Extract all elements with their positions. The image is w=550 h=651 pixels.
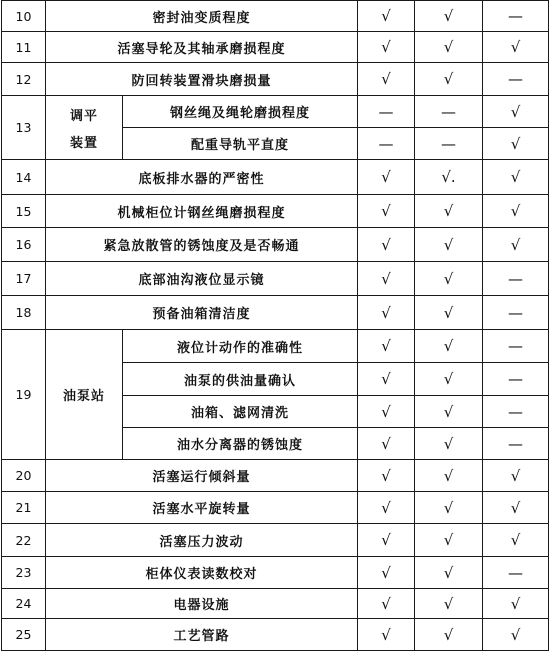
subitem-label: 油泵的供油量确认 — [183, 373, 296, 389]
mark-c3: — — [508, 70, 523, 88]
subitem-label: 油箱、滤网清洗 — [190, 406, 289, 421]
mark-c3: √ — [510, 235, 521, 254]
row-number: 16 — [15, 237, 32, 252]
mark-c1: √ — [381, 70, 391, 88]
mark-c3: √ — [510, 594, 521, 613]
item-label: 防回转装置滑块磨损量 — [131, 73, 272, 89]
mark-c1: √ — [381, 563, 391, 582]
mark-c2: √ — [443, 434, 454, 453]
group-label-pump-station: 油泵站 — [62, 389, 105, 404]
mark-c3: √ — [510, 625, 521, 644]
subitem-label: 配重导轨平直度 — [190, 138, 289, 153]
item-label: 预备油箱清洁度 — [152, 307, 251, 322]
mark-c3: — — [508, 370, 523, 388]
row-number: 17 — [15, 271, 32, 286]
mark-c3: — — [508, 563, 523, 582]
item-label: 活塞运行倾斜量 — [152, 470, 251, 485]
item-label: 底板排水器的严密性 — [138, 171, 265, 187]
mark-c3: √ — [510, 531, 521, 549]
mark-c1: √ — [381, 498, 391, 517]
mark-c2: √ — [443, 498, 454, 517]
group-label-leveling — [46, 96, 122, 159]
row-number: 18 — [15, 305, 32, 320]
item-label: 柜体仪表读数校对 — [145, 567, 258, 582]
row-number: 11 — [15, 39, 32, 55]
mark-c2: √ — [443, 235, 454, 254]
mark-c2: √ — [443, 337, 454, 355]
mark-c1: √ — [381, 202, 391, 220]
mark-c2: √ — [443, 38, 454, 56]
mark-c3: √ — [510, 498, 521, 517]
subitem-label: 钢丝绳及绳轮磨损程度 — [169, 106, 310, 121]
mark-c1: √ — [381, 531, 391, 549]
group-label-line: 装置 — [69, 135, 98, 151]
row-number: 24 — [15, 596, 32, 611]
row-number: 13 — [15, 120, 32, 135]
item-label: 密封油变质程度 — [152, 10, 251, 26]
mark-c1: √ — [381, 168, 391, 186]
mark-c1: √ — [381, 402, 391, 421]
mark-c2: √ — [443, 202, 454, 220]
row-number: 20 — [15, 468, 32, 483]
mark-c3: — — [508, 303, 523, 322]
item-label: 紧急放散管的锈蚀度及是否畅通 — [103, 239, 300, 254]
mark-c2: √ — [443, 531, 454, 549]
mark-c2: — — [441, 134, 456, 153]
mark-c2: √ — [443, 70, 454, 88]
mark-c3: √ — [510, 168, 521, 186]
item-label: 活塞压力波动 — [159, 534, 244, 550]
mark-c1: — — [378, 134, 394, 153]
item-label: 工艺管路 — [173, 629, 230, 644]
row-number: 12 — [15, 71, 32, 87]
row-number: 15 — [15, 203, 32, 219]
row-number: 19 — [15, 387, 32, 402]
mark-c1: √ — [381, 38, 391, 56]
mark-c3: √ — [510, 466, 521, 485]
mark-c2: √ — [443, 563, 454, 582]
mark-c1: √ — [381, 269, 391, 288]
mark-c3: — — [508, 434, 523, 453]
mark-c2: √ — [443, 594, 454, 613]
vline-right — [548, 0, 549, 651]
item-label: 机械柜位计钢丝绳磨损程度 — [117, 205, 286, 221]
mark-c3: √ — [510, 134, 521, 153]
mark-c2: √ — [443, 370, 454, 388]
item-label: 活塞导轮及其轴承磨损程度 — [117, 41, 286, 57]
mark-c1: √ — [381, 434, 391, 453]
mark-c1: √ — [381, 303, 391, 322]
group-label-line: 调平 — [69, 108, 98, 124]
item-label: 电器设施 — [173, 598, 230, 613]
row-number: 22 — [15, 532, 32, 548]
mark-c3: — — [508, 337, 523, 355]
mark-c1: √ — [381, 594, 391, 613]
row-number: 14 — [15, 169, 32, 185]
mark-c1: √ — [381, 625, 391, 644]
mark-c2: √ — [443, 7, 454, 25]
row-number: 10 — [15, 8, 32, 24]
mark-c1: — — [378, 102, 394, 121]
item-label: 活塞水平旋转量 — [152, 502, 251, 517]
mark-c1: √ — [381, 370, 391, 388]
row-number: 25 — [15, 627, 32, 642]
row-number: 23 — [15, 565, 32, 580]
subitem-label: 液位计动作的准确性 — [176, 340, 303, 356]
mark-c3: √ — [510, 202, 521, 220]
mark-c3: √ — [510, 38, 521, 56]
mark-c3: — — [508, 269, 523, 288]
mark-c1: √ — [381, 337, 391, 355]
mark-c2: — — [441, 102, 456, 121]
mark-c3: — — [508, 7, 523, 25]
mark-c2: √ — [443, 303, 454, 322]
mark-c3: √ — [510, 102, 521, 121]
mark-c2: √ — [443, 625, 454, 644]
mark-c1: √ — [381, 235, 391, 254]
mark-c2: √ — [443, 466, 454, 485]
item-label: 底部油沟液位显示镜 — [138, 273, 265, 288]
mark-c1: √ — [381, 7, 391, 25]
mark-c2: √ — [443, 402, 454, 421]
row-number: 21 — [15, 500, 32, 515]
mark-c2: √ — [443, 269, 454, 288]
mark-c1: √ — [381, 466, 391, 485]
mark-c3: — — [508, 402, 523, 421]
subitem-label: 油水分离器的锈蚀度 — [176, 438, 303, 453]
mark-c2: √. — [441, 168, 456, 186]
